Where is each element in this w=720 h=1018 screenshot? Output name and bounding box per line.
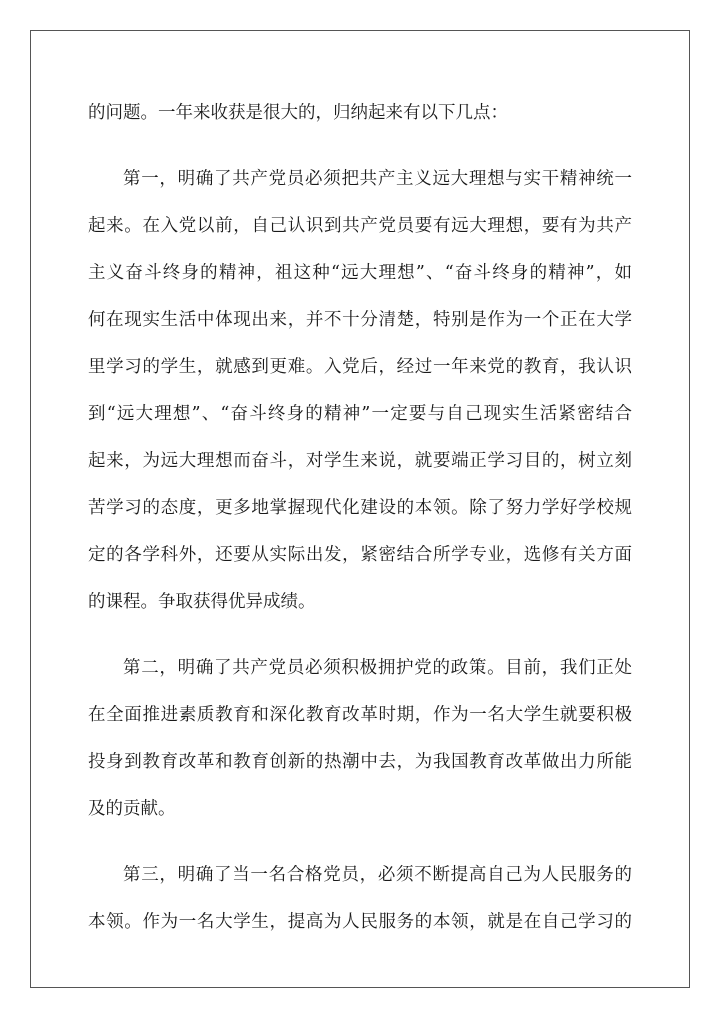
paragraph-line: 在全面推进素质教育和深化教育改革时期，作为一名大学生就要积极 xyxy=(88,705,632,725)
paragraph-line: 到“远大理想”、“奋斗终身的精神”一定要与自己现实生活紧密结合 xyxy=(88,404,632,424)
paragraph-line: 本领。作为一名大学生，提高为人民服务的本领，就是在自己学习的 xyxy=(88,912,632,932)
paragraph-line: 主义奋斗终身的精神，祖这种“远大理想”、“奋斗终身的精神”，如 xyxy=(88,263,632,283)
document-body xyxy=(88,90,632,946)
paragraph-line: 的问题。一年来收获是很大的，归纳起来有以下几点： xyxy=(88,103,508,123)
paragraph-line: 及的贡献。 xyxy=(88,799,176,819)
paragraph-line: 定的各学科外，还要从实际出发，紧密结合所学专业，选修有关方面 xyxy=(88,545,632,565)
paragraph-line: 苦学习的态度，更多地掌握现代化建设的本领。除了努力学好学校规 xyxy=(88,498,632,518)
paragraph-line: 何在现实生活中体现出来，并不十分清楚，特别是作为一个正在大学 xyxy=(88,310,632,330)
paragraph-line: 起来，为远大理想而奋斗，对学生来说，就要端正学习目的，树立刻 xyxy=(88,451,632,471)
paragraph-line: 的课程。争取获得优异成绩。 xyxy=(88,592,316,612)
paragraph-line: 第一，明确了共产党员必须把共产主义远大理想与实干精神统一 xyxy=(123,169,632,189)
paragraph-line: 第三，明确了当一名合格党员，必须不断提高自己为人民服务的 xyxy=(123,865,632,885)
paragraph-line: 第二，明确了共产党员必须积极拥护党的政策。目前，我们正处 xyxy=(123,658,632,678)
paragraph-line: 起来。在入党以前，自己认识到共产党员要有远大理想，要有为共产 xyxy=(88,216,632,236)
paragraph-line: 里学习的学生，就感到更难。入党后，经过一年来党的教育，我认识 xyxy=(88,357,632,377)
paragraph-line: 投身到教育改革和教育创新的热潮中去，为我国教育改革做出力所能 xyxy=(88,752,632,772)
